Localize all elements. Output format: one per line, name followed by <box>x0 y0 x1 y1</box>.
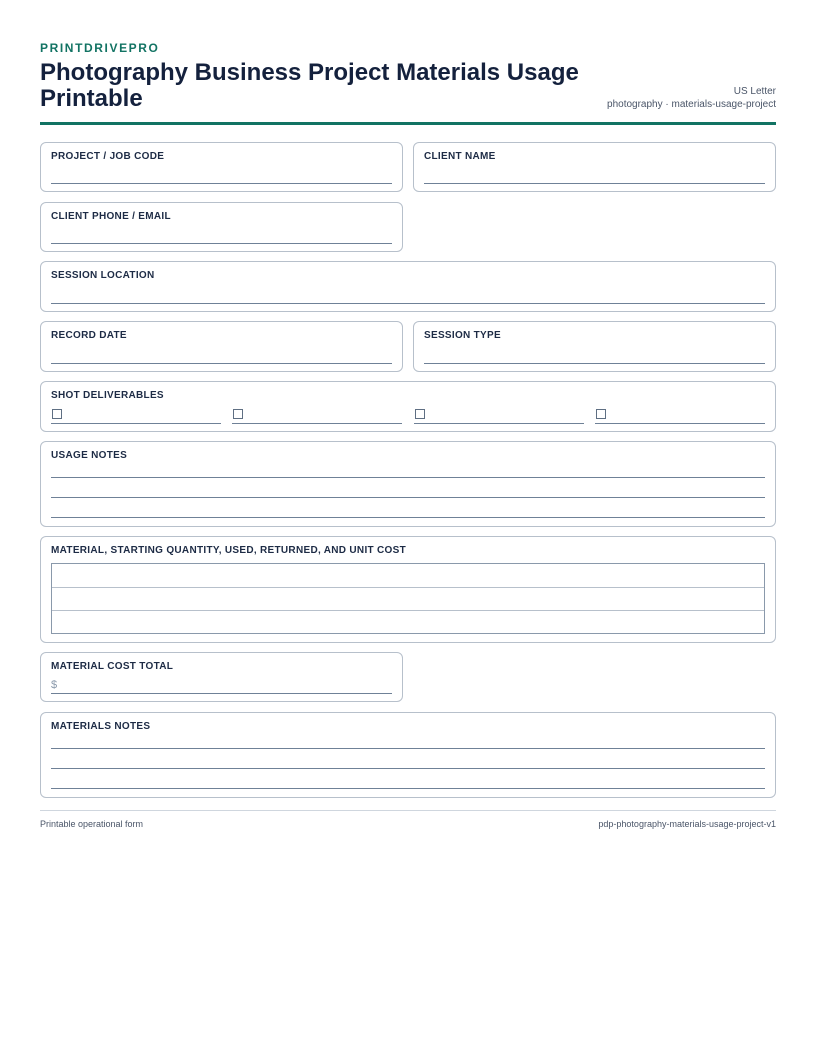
deliverable-checkbox-2[interactable] <box>233 409 243 419</box>
session-location-field[interactable] <box>40 261 776 312</box>
client-name-field[interactable] <box>413 142 776 192</box>
materials-notes-field[interactable] <box>40 712 776 798</box>
page-meta <box>607 85 776 111</box>
project-code-line[interactable] <box>51 183 392 184</box>
session-location-line[interactable] <box>51 303 765 304</box>
material-cost-total-line[interactable] <box>51 693 392 694</box>
deliverable-checkbox-3[interactable] <box>415 409 425 419</box>
client-contact-label: CLIENT PHONE / EMAIL <box>51 211 171 222</box>
project-code-label: PROJECT / JOB CODE <box>51 151 165 162</box>
client-name-label: CLIENT NAME <box>424 151 496 162</box>
materials-notes-line-2[interactable] <box>51 768 765 769</box>
record-date-field[interactable] <box>40 321 403 372</box>
brand-name: PRINTDRIVEPRO <box>40 41 160 55</box>
material-cost-total-field[interactable] <box>40 652 403 702</box>
client-name-line[interactable] <box>424 183 765 184</box>
table-row-2[interactable] <box>52 587 764 610</box>
deliverable-checkbox-1[interactable] <box>52 409 62 419</box>
materials-notes-line-3[interactable] <box>51 788 765 789</box>
footer-rule <box>40 810 776 811</box>
client-contact-line[interactable] <box>51 243 392 244</box>
deliverable-line-4[interactable] <box>595 423 765 424</box>
table-row-3[interactable] <box>52 610 764 633</box>
page-title: Photography Business Project Materials Usage Printable <box>40 59 579 112</box>
client-contact-field[interactable] <box>40 202 403 252</box>
deliverable-line-1[interactable] <box>51 423 221 424</box>
shot-deliverables-field <box>40 381 776 432</box>
footer-form-id: pdp-photography-materials-usage-project-v1 <box>598 819 776 829</box>
deliverable-line-2[interactable] <box>232 423 402 424</box>
usage-notes-line-3[interactable] <box>51 517 765 518</box>
session-type-label: SESSION TYPE <box>424 330 501 341</box>
deliverable-checkbox-4[interactable] <box>596 409 606 419</box>
footer-left-text: Printable operational form <box>40 819 144 829</box>
currency-symbol: $ <box>51 679 58 691</box>
materials-table <box>51 563 765 634</box>
record-date-label: RECORD DATE <box>51 330 127 341</box>
session-type-field[interactable] <box>413 321 776 372</box>
session-type-line[interactable] <box>424 363 765 364</box>
usage-notes-line-2[interactable] <box>51 497 765 498</box>
project-code-field[interactable] <box>40 142 403 192</box>
materials-notes-label: MATERIALS NOTES <box>51 721 151 732</box>
materials-table-label: MATERIAL, STARTING QUANTITY, USED, RETURNED, AND UNIT COST <box>51 545 406 556</box>
header-rule <box>40 122 776 125</box>
materials-notes-line-1[interactable] <box>51 748 765 749</box>
usage-notes-label: USAGE NOTES <box>51 450 128 461</box>
deliverable-line-3[interactable] <box>414 423 584 424</box>
form-tags: photography · materials-usage-project <box>607 99 776 110</box>
record-date-line[interactable] <box>51 363 392 364</box>
shot-deliverables-label: SHOT DELIVERABLES <box>51 390 164 401</box>
usage-notes-field[interactable] <box>40 441 776 527</box>
session-location-label: SESSION LOCATION <box>51 270 155 281</box>
material-cost-total-label: MATERIAL COST TOTAL <box>51 661 174 672</box>
paper-size: US Letter <box>733 86 776 97</box>
materials-table-field <box>40 536 776 643</box>
table-row-1[interactable] <box>52 564 764 587</box>
usage-notes-line-1[interactable] <box>51 477 765 478</box>
